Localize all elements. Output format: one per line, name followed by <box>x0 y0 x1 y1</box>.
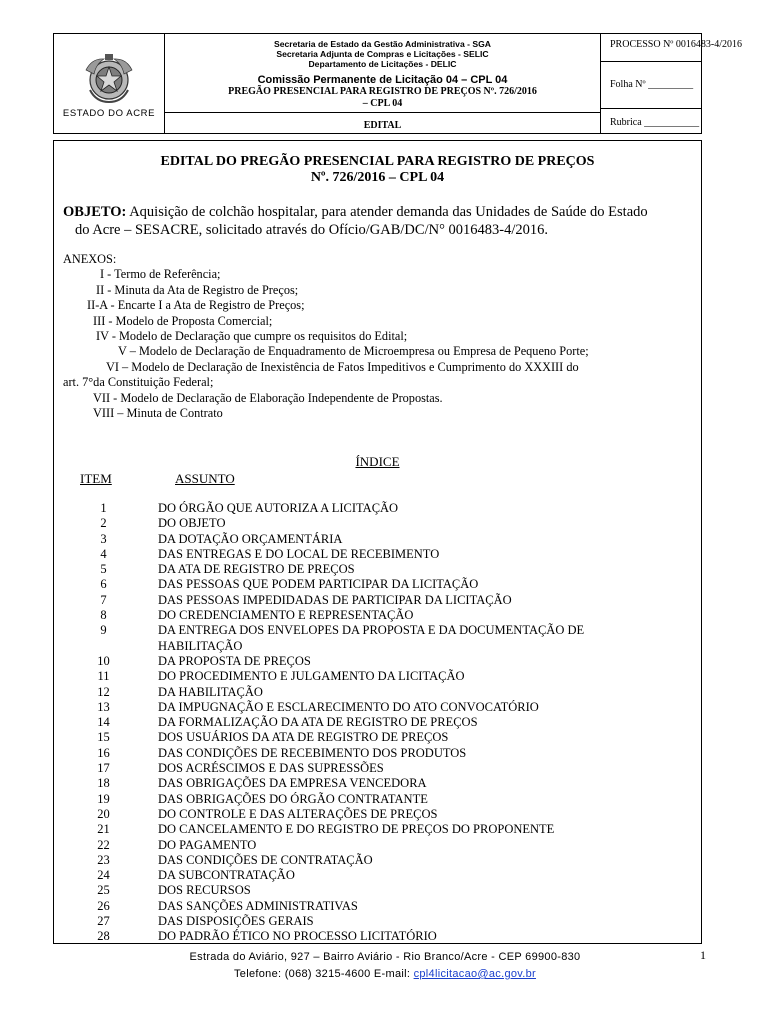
anexo-item: III - Modelo de Proposta Comercial; <box>93 313 273 328</box>
rubrica-field: Rubrica ___________ <box>610 117 700 128</box>
dept-line: Departamento de Licitações - DELIC <box>308 59 457 69</box>
indice-item-number: 6 <box>100 577 107 592</box>
page-title <box>54 154 701 186</box>
indice-item-number: 10 <box>97 653 110 668</box>
indice-item-subject: DAS CONDIÇÕES DE RECEBIMENTO DOS PRODUTOS <box>158 745 467 760</box>
footer-address: Estrada do Aviário, 927 – Bairro Aviário - Rio Branco/Acre - CEP 69900-830 <box>189 951 581 963</box>
header-divider <box>601 61 701 62</box>
indice-item-subject: DO PROCEDIMENTO E JULGAMENTO DA LICITAÇÃO <box>158 669 465 684</box>
indice-row <box>54 547 701 562</box>
indice-row <box>54 685 701 700</box>
indice-item-number: 9 <box>100 623 107 638</box>
objeto-section <box>63 203 691 239</box>
header-process-cell <box>601 34 743 133</box>
footer-email-link[interactable]: cpl4licitacao@ac.gov.br <box>413 968 536 980</box>
indice-item-number: 18 <box>97 776 110 791</box>
pregao-heading <box>175 86 590 109</box>
indice-row <box>54 822 701 837</box>
indice-item-subject: DO PADRÃO ÉTICO NO PROCESSO LICITATÓRIO <box>158 929 437 944</box>
objeto-text-1: Aquisição de colchão hospitalar, para atender demanda das Unidades de Saúde do Estado <box>126 204 648 220</box>
indice-row <box>54 577 701 592</box>
indice-row <box>54 501 701 516</box>
document-header <box>53 33 743 134</box>
indice-item-number: 20 <box>97 806 110 821</box>
title-line-1: EDITAL DO PREGÃO PRESENCIAL PARA REGISTRO DE PREÇOS <box>160 154 595 169</box>
indice-row <box>54 608 701 623</box>
anexo-item: V – Modelo de Declaração de Enquadramento de Microempresa ou Empresa de Pequeno Porte; <box>118 344 589 359</box>
indice-item-number: 2 <box>100 516 107 531</box>
state-coat-of-arms-icon <box>78 50 140 112</box>
edital-label: EDITAL <box>363 120 402 131</box>
indice-row <box>54 532 701 547</box>
indice-item-subject: DA ENTREGA DOS ENVELOPES DA PROPOSTA E DA DOCUMENTAÇÃO DE HABILITAÇÃO <box>158 623 585 653</box>
indice-row <box>54 562 701 577</box>
indice-item-number: 27 <box>97 914 110 929</box>
indice-item-subject: DO PAGAMENTO <box>158 837 257 852</box>
page-number: 1 <box>700 948 706 962</box>
anexo-item: VII - Modelo de Declaração de Elaboração Independente de Propostas. <box>93 390 443 405</box>
objeto-label: OBJETO: <box>63 204 127 220</box>
indice-item-number: 8 <box>100 608 107 623</box>
anexo-item: IV - Modelo de Declaração que cumpre os requisitos do Edital; <box>96 329 408 344</box>
anexos-section <box>63 252 691 421</box>
indice-item-number: 19 <box>97 791 110 806</box>
anexos-heading: ANEXOS: <box>63 252 117 266</box>
anexo-item: art. 7°da Constituição Federal; <box>63 375 214 390</box>
indice-row <box>54 700 701 715</box>
indice-item-subject: DAS OBRIGAÇÕES DO ÓRGÃO CONTRATANTE <box>158 791 428 806</box>
dept-line: Secretaria de Estado da Gestão Administrativa - SGA <box>274 39 491 49</box>
indice-item-subject: DAS DISPOSIÇÕES GERAIS <box>158 914 314 929</box>
footer-phone: Telefone: (068) 3215-4600 E-mail: <box>234 968 414 980</box>
indice-item-subject: DAS PESSOAS IMPEDIDADAS DE PARTICIPAR DA LICITAÇÃO <box>158 592 512 607</box>
indice-item-number: 17 <box>97 761 110 776</box>
indice-item-number: 24 <box>97 868 110 883</box>
indice-row <box>54 868 701 883</box>
indice-col-assunto: ASSUNTO <box>175 471 235 486</box>
indice-item-subject: DO CREDENCIAMENTO E REPRESENTAÇÃO <box>158 608 414 623</box>
indice-item-number: 28 <box>97 929 110 944</box>
indice-item-number: 26 <box>97 898 110 913</box>
indice-row <box>54 914 701 929</box>
indice-item-subject: DAS OBRIGAÇÕES DA EMPRESA VENCEDORA <box>158 776 427 791</box>
indice-row <box>54 715 701 730</box>
indice-item-subject: DA SUBCONTRATAÇÃO <box>158 868 295 883</box>
header-title-cell <box>165 34 601 133</box>
indice-row <box>54 838 701 853</box>
indice-item-number: 11 <box>97 669 110 684</box>
indice-row <box>54 623 701 654</box>
indice-item-subject: DOS RECURSOS <box>158 883 251 898</box>
indice-item-number: 15 <box>97 730 110 745</box>
anexo-item: VI – Modelo de Declaração de Inexistência de Fatos Impeditivos e Cumprimento do XXXIII do <box>106 359 579 374</box>
indice-item-number: 14 <box>97 715 110 730</box>
indice-item-subject: DA IMPUGNAÇÃO E ESCLARECIMENTO DO ATO CONVOCATÓRIO <box>158 699 539 714</box>
indice-row <box>54 746 701 761</box>
anexo-item: VIII – Minuta de Contrato <box>93 406 223 421</box>
indice-item-subject: DAS SANÇÕES ADMINISTRATIVAS <box>158 898 358 913</box>
indice-title: ÍNDICE <box>355 454 400 469</box>
footer-contact <box>0 966 770 983</box>
indice-row <box>54 761 701 776</box>
indice-item-subject: DO ÓRGÃO QUE AUTORIZA A LICITAÇÃO <box>158 501 399 515</box>
indice-item-number: 4 <box>100 546 107 561</box>
dept-line: Secretaria Adjunta de Compras e Licitações - SELIC <box>276 49 489 59</box>
indice-item-number: 12 <box>97 684 110 699</box>
indice-row <box>54 669 701 684</box>
indice-item-subject: DA DOTAÇÃO ORÇAMENTÁRIA <box>158 531 343 546</box>
indice-row <box>54 730 701 745</box>
header-logo-cell <box>54 34 165 133</box>
indice-item-subject: DA ATA DE REGISTRO DE PREÇOS <box>158 562 355 577</box>
indice-item-subject: DA FORMALIZAÇÃO DA ATA DE REGISTRO DE PREÇOS <box>158 715 478 730</box>
indice-item-subject: DO OBJETO <box>158 516 226 531</box>
pregao-line-1: PREGÃO PRESENCIAL PARA REGISTRO DE PREÇOS Nº. 726/2016 <box>228 86 537 97</box>
indice-item-subject: DAS PESSOAS QUE PODEM PARTICIPAR DA LICITAÇÃO <box>158 577 479 592</box>
indice-item-subject: DOS ACRÉSCIMOS E DAS SUPRESSÕES <box>158 761 384 776</box>
indice-item-number: 16 <box>97 745 110 760</box>
indice-item-number: 22 <box>97 837 110 852</box>
state-name: ESTADO DO ACRE <box>62 108 156 119</box>
indice-item-number: 25 <box>97 883 110 898</box>
indice-item-subject: DA HABILITAÇÃO <box>158 684 263 699</box>
indice-item-subject: DA PROPOSTA DE PREÇOS <box>158 653 311 668</box>
document-body <box>53 140 702 944</box>
indice-item-number: 3 <box>100 531 107 546</box>
indice-item-number: 5 <box>100 562 107 577</box>
anexo-item: I - Termo de Referência; <box>100 267 221 282</box>
indice-item-number: 21 <box>97 822 110 837</box>
indice-item-number: 1 <box>100 501 107 515</box>
indice-row <box>54 792 701 807</box>
folha-field: Folha Nº _________ <box>610 79 694 90</box>
indice-item-number: 7 <box>100 592 107 607</box>
indice-row <box>54 883 701 898</box>
anexo-item: II - Minuta da Ata de Registro de Preços; <box>96 282 299 297</box>
indice-item-number: 13 <box>97 699 110 714</box>
pregao-line-2: – CPL 04 <box>362 97 403 109</box>
header-divider <box>601 108 701 109</box>
indice-row <box>54 516 701 531</box>
indice-row <box>54 899 701 914</box>
objeto-text-2: do Acre – SESACRE, solicitado através do Ofício/GAB/DC/N° 0016483-4/2016. <box>75 222 548 238</box>
indice-row <box>54 593 701 608</box>
processo-number: PROCESSO Nº 0016483-4/2016 <box>610 39 743 50</box>
indice-col-item: ITEM <box>80 471 112 486</box>
indice-row <box>54 929 701 944</box>
page-footer <box>0 949 770 983</box>
indice-item-subject: DAS ENTREGAS E DO LOCAL DE RECEBIMENTO <box>158 546 440 561</box>
header-divider <box>165 112 600 113</box>
indice-list <box>54 501 701 945</box>
indice-row <box>54 853 701 868</box>
indice-item-number: 23 <box>97 852 110 867</box>
title-line-2: Nº. 726/2016 – CPL 04 <box>310 170 445 185</box>
indice-item-subject: DO CANCELAMENTO E DO REGISTRO DE PREÇOS DO PROPONENTE <box>158 822 555 837</box>
indice-row <box>54 654 701 669</box>
indice-item-subject: DAS CONDIÇÕES DE CONTRATAÇÃO <box>158 852 373 867</box>
commission-name: Comissão Permanente de Licitação 04 – CPL 04 <box>257 74 508 86</box>
indice-item-subject: DO CONTROLE E DAS ALTERAÇÕES DE PREÇOS <box>158 806 438 821</box>
indice-row <box>54 807 701 822</box>
anexo-item: II-A - Encarte I a Ata de Registro de Preços; <box>87 298 305 313</box>
indice-item-subject: DOS USUÁRIOS DA ATA DE REGISTRO DE PREÇOS <box>158 730 449 745</box>
indice-row <box>54 776 701 791</box>
